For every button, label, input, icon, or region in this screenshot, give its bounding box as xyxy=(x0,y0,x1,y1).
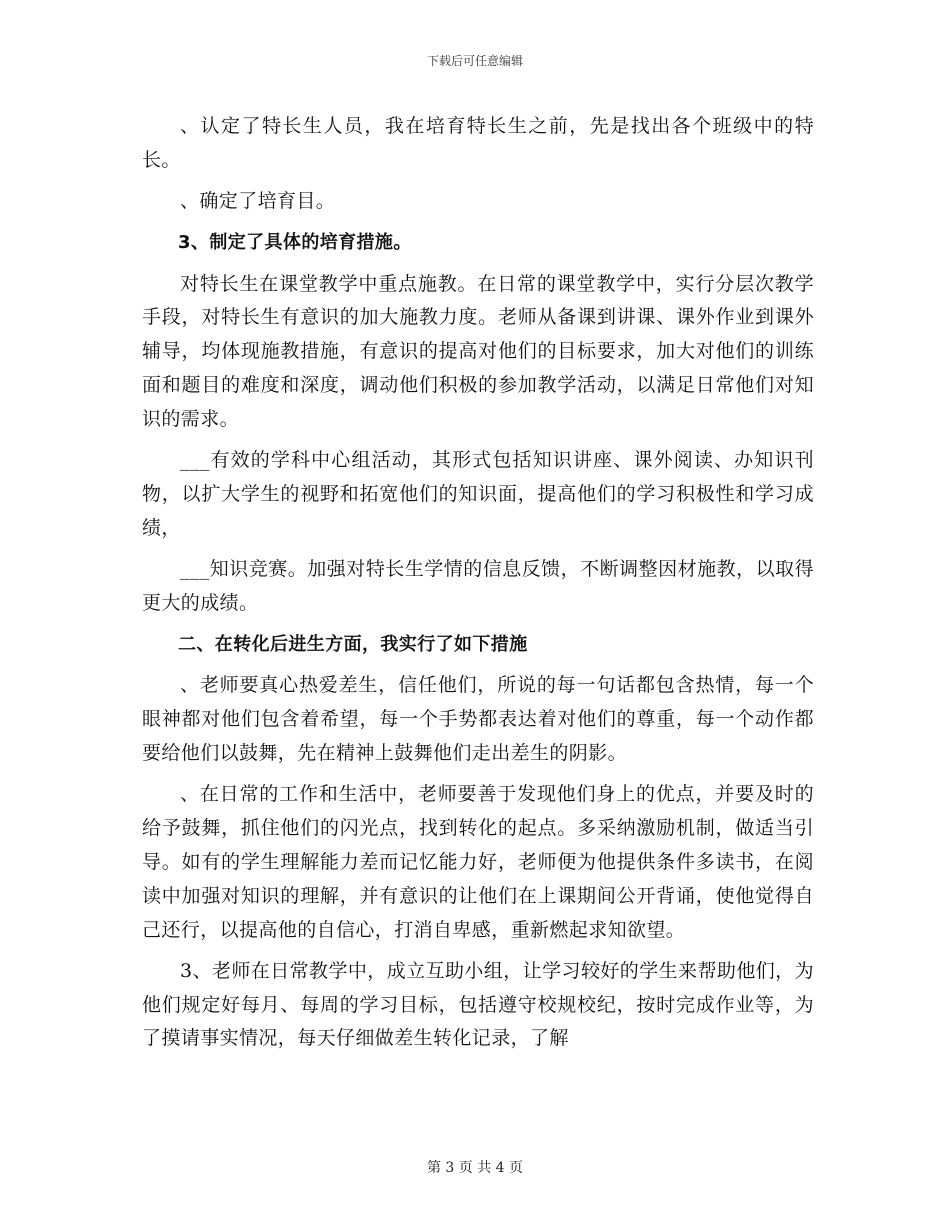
paragraph-4: 对特长生在课堂教学中重点施教。在日常的课堂教学中，实行分层次教学手段，对特长生有意识的加大施教力度。老师从备课到讲课、课外作业到课外辅导，均体现施教措施，有意识的提高对他们的目标要求，加大对他们的训练面和题目的难度和深度，调动他们积极的参加教学活动，以满足日常他们对知识的需求。 xyxy=(142,272,814,430)
paragraph-2: 、确定了培育目。 xyxy=(180,190,336,213)
paragraph-5: ___有效的学科中心组活动，其形式包括知识讲座、课外阅读、办知识刊物，以扩大学生的视野和拓宽他们的知识面，提高他们的学习积极性和学习成绩， xyxy=(142,449,814,539)
paragraph-6: ___知识竞赛。加强对特长生学情的信息反馈，不断调整因材施教，以取得更大的成绩。 xyxy=(142,558,814,614)
page-header: 下载后可任意编辑 xyxy=(426,54,523,68)
paragraph-10: 3、老师在日常教学中，成立互助小组，让学习较好的学生来帮助他们，为他们规定好每月、每周的学习目标，包括遵守校规校纪，按时完成作业等，为了摸请事实情况，每天仔细做差生转化记录，了解 xyxy=(142,959,814,1050)
section-heading-measures: 3、制定了具体的培育措施。 xyxy=(178,232,412,254)
paragraph-8: 、老师要真心热爱差生，信任他们，所说的每一句话都包含热情，每一个眼神都对他们包含着希望，每一个手势都表达着对他们的尊重，每一个动作都要给他们以鼓舞，先在精神上鼓舞他们走出差生的阴影。 xyxy=(142,674,814,765)
paragraph-1: 、认定了特长生人员，我在培育特长生之前，先是找出各个班级中的特长。 xyxy=(142,115,814,171)
paragraph-9: 、在日常的工作和生活中，老师要善于发现他们身上的优点，并要及时的给予鼓舞，抓住他们的闪光点，找到转化的起点。多采纳激励机制，做适当引导。如有的学生理解能力差而记忆能力好，老师便为他提供条件多读书，在阅读中加强对知识的理解，并有意识的让他们在上课期间公开背诵，使他觉得自己还行，以提高他的自信心，打消自卑感，重新燃起求知欲望。 xyxy=(142,783,814,941)
section-heading-underachievers: 二、在转化后进生方面，我实行了如下措施 xyxy=(178,634,528,656)
page-number: 第 3 页 共 4 页 xyxy=(426,1160,524,1176)
document-body xyxy=(142,110,814,1064)
